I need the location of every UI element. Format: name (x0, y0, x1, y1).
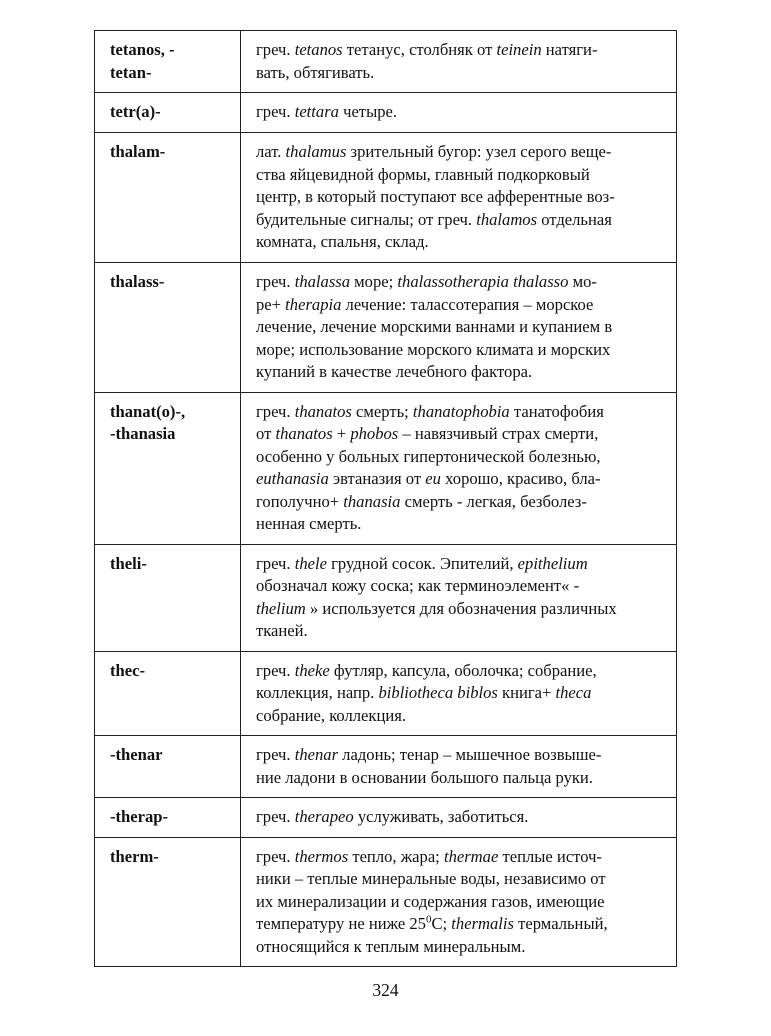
entry-definition: греч. thanatos смерть; thanatophobia танатофобия от thanatos + phobos – навязчивый страх смерти, особенно у больных гипертонической болезнью, euthanasia эвтаназия от eu хорошо, красиво, бла- гополучно+ thanasia смерть - легкая, безболез- ненная смерть. (241, 392, 677, 544)
entry-term: tetanos, - tetan- (95, 31, 241, 93)
entry-term: -thenar (95, 736, 241, 798)
entry-row (95, 544, 677, 651)
entry-row (95, 392, 677, 544)
entry-term: thalam- (95, 133, 241, 263)
entry-term: theli- (95, 544, 241, 651)
entry-definition: греч. thermos тепло, жара; thermae теплые источ- ники – теплые минеральные воды, независимо от их минерализации и содержания газов, имеющие температуру не ниже $25^0С$; thermalis термальный, относящийся к теплым минеральным. (241, 837, 677, 967)
entry-term: therm- (95, 837, 241, 967)
entry-term: tetr(a)- (95, 93, 241, 133)
entry-definition: лат. thalamus зрительный бугор: узел серого веще- ства яйцевидной формы, главный подкорковый центр, в который поступают все афферентные воз- будительные сигналы; от греч. thalamos отдельная комната, спальня, склад. (241, 133, 677, 263)
entry-definition: греч. theke футляр, капсула, оболочка; собрание, коллекция, напр. bibliotheca biblos книга+ theca собрание, коллекция. (241, 651, 677, 736)
entry-row (95, 837, 677, 967)
entry-definition: греч. tettara четыре. (241, 93, 677, 133)
dictionary-table (94, 30, 677, 967)
entry-definition: греч. thalassa море; thalassotherapia thalasso мо- ре+ therapia лечение: талассотерапия – морское лечение, лечение морскими ваннами и купанием в море; использование морского климата и морских купаний в качестве лечебного фактора. (241, 263, 677, 393)
entry-row (95, 651, 677, 736)
entry-definition: греч. thele грудной сосок. Эпителий, epithelium обозначал кожу соска; как терминоэлемент« - thelium » используется для обозначения различных тканей. (241, 544, 677, 651)
entry-row (95, 263, 677, 393)
entry-term: thec- (95, 651, 241, 736)
entry-row (95, 798, 677, 838)
entry-row (95, 93, 677, 133)
entry-definition: греч. thenar ладонь; тенар – мышечное возвыше- ние ладони в основании большого пальца руки. (241, 736, 677, 798)
entry-term: -therap- (95, 798, 241, 838)
entry-row (95, 133, 677, 263)
page-number: 324 (372, 980, 399, 1000)
entry-term: thalass- (95, 263, 241, 393)
entry-definition: греч. therapeo услуживать, заботиться. (241, 798, 677, 838)
entry-definition: греч. tetanos тетанус, столбняк от teinein натяги- вать, обтягивать. (241, 31, 677, 93)
entry-term: thanat(o)-, -thanasia (95, 392, 241, 544)
entry-row (95, 736, 677, 798)
entry-row (95, 31, 677, 93)
dictionary-body (95, 31, 677, 967)
